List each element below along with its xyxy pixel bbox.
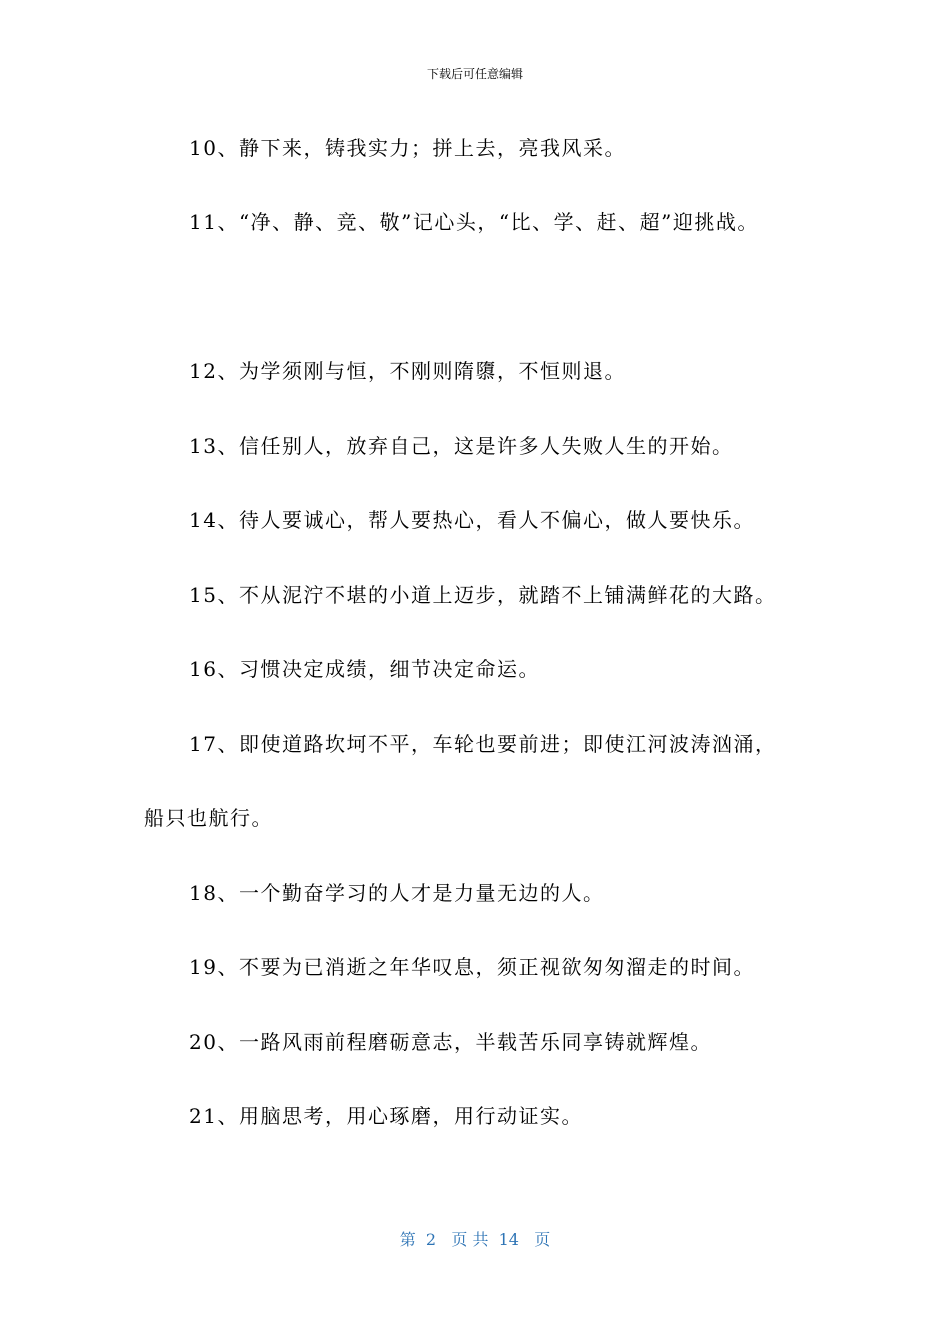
quote-line-11: 11、“净、静、竞、敬”记心头，“比、学、赶、超”迎挑战。 [189, 210, 759, 234]
quote-line-16: 16、习惯决定成绩，细节决定命运。 [189, 657, 540, 681]
quote-line-20: 20、一路风雨前程磨砺意志，半载苦乐同享铸就辉煌。 [189, 1030, 712, 1054]
quote-line-15: 15、不从泥泞不堪的小道上迈步，就踏不上铺满鲜花的大路。 [189, 583, 777, 607]
quote-line-17: 17、即使道路坎坷不平，车轮也要前进；即使江河波涛汹涌， [189, 732, 777, 756]
quote-line-18: 18、一个勤奋学习的人才是力量无边的人。 [189, 881, 605, 905]
page-number-footer: 第 2 页 共 14 页 [399, 1230, 551, 1249]
quote-line-10: 10、静下来，铸我实力；拼上去，亮我风采。 [189, 136, 626, 160]
quote-line-21: 21、用脑思考，用心琢磨，用行动证实。 [189, 1104, 583, 1128]
quote-line-17-continued: 船只也航行。 [144, 806, 273, 830]
page-header: 下载后可任意编辑 [426, 67, 523, 81]
quote-line-19: 19、不要为已消逝之年华叹息，须正视欲匆匆溜走的时间。 [189, 955, 755, 979]
quote-line-12: 12、为学须刚与恒，不刚则隋隳，不恒则退。 [189, 359, 626, 383]
quote-line-14: 14、待人要诚心，帮人要热心，看人不偏心，做人要快乐。 [189, 508, 755, 532]
quote-line-13: 13、信任别人，放弃自己，这是许多人失败人生的开始。 [189, 434, 734, 458]
